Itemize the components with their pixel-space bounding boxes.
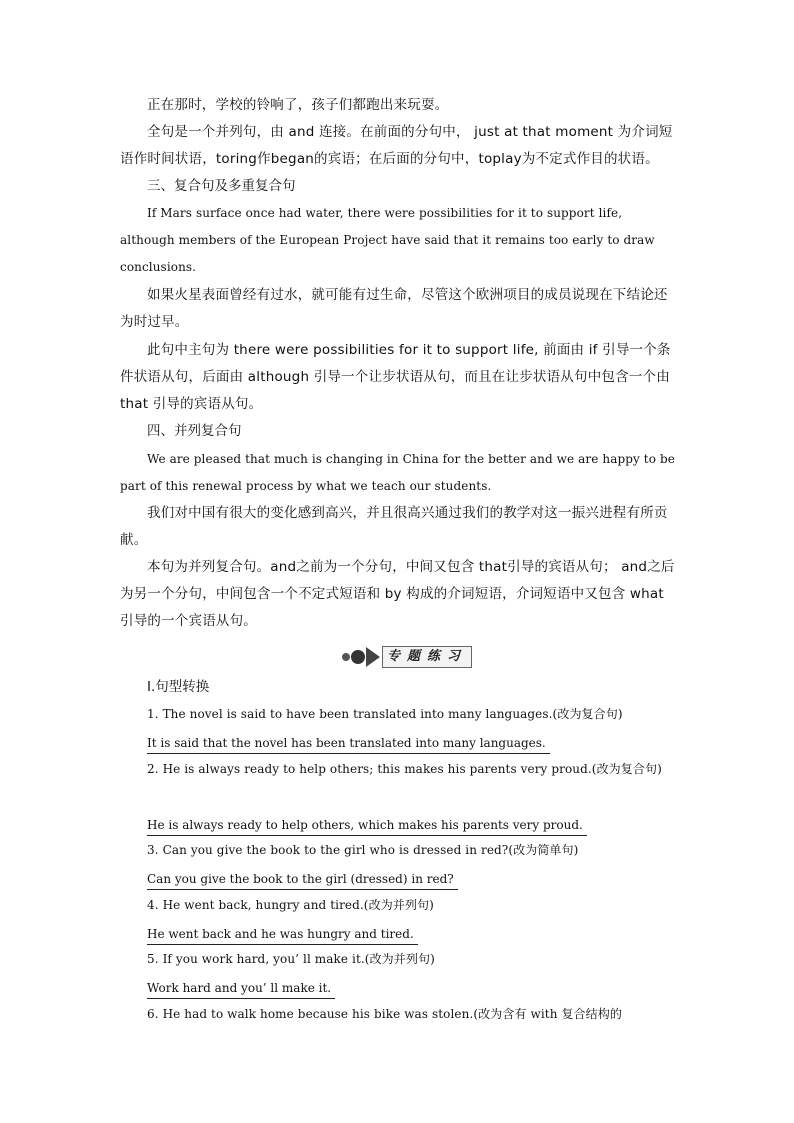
topic-practice-banner <box>338 645 478 667</box>
section-heading-3: 三、复合句及多重复合句 <box>147 178 296 194</box>
exercise-section-title: Ⅰ.句型转换 <box>147 679 210 695</box>
explanation-4: 本句为并列复合句。and之前为一个分句，中间又包含 that引导的宾语从句； and之后为另一个分句，中间包含一个不定式短语和 by 构成的介词短语，介词短语中又包含 what 引导的一个宾语从句。 <box>120 559 675 630</box>
translation-4: 我们对中国有很大的变化感到高兴，并且很高兴通过我们的教学对这一振兴进程有所贡献。 <box>120 505 668 549</box>
answer-1: It is said that the novel has been translated into many languages. <box>147 733 550 754</box>
question-6: 6. He had to walk home because his bike was stolen.(改为含有 with 复合结构的 <box>147 1007 622 1021</box>
explanation-3: 此句中主句为 there were possibilities for it to support life, 前面由 if 引导一个条件状语从句，后面由 although 引导一个让步状语从句，而且在让步状语从句中包含一个由 that 引导的宾语从句。 <box>120 342 671 413</box>
banner-label: 专题练习 <box>382 646 472 668</box>
translation-3: 如果火星表面曾经有过水，就可能有过生命，尽管这个欧洲项目的成员说现在下结论还为时过早。 <box>120 287 668 331</box>
answer-3: Can you give the book to the girl (dressed) in red? <box>147 869 458 890</box>
arrow-right-icon <box>366 647 380 667</box>
translation-1: 正在那时，学校的铃响了，孩子们都跑出来玩耍。 <box>147 97 449 113</box>
example-sentence-4: We are pleased that much is changing in China for the better and we are happy to be part of this renewal process by what we teach our students. <box>120 452 675 494</box>
question-3: 3. Can you give the book to the girl who is dressed in red?(改为简单句) <box>147 843 579 857</box>
answer-4: He went back and he was hungry and tired. <box>147 924 418 945</box>
bullet-circle-icon <box>351 650 365 664</box>
answer-2: He is always ready to help others, which makes his parents very proud. <box>147 815 587 836</box>
section-heading-4: 四、并列复合句 <box>147 423 242 439</box>
question-5: 5. If you work hard, you’ ll make it.(改为并列句) <box>147 952 435 966</box>
question-2: 2. He is always ready to help others; this makes his parents very proud.(改为复合句) <box>147 762 662 776</box>
example-sentence-3: If Mars surface once had water, there were possibilities for it to support life, although members of the European Project have said that it remains too early to draw conclusions. <box>120 206 655 275</box>
bullet-dot-icon <box>342 653 350 661</box>
answer-5: Work hard and you’ ll make it. <box>147 978 335 999</box>
question-4: 4. He went back, hungry and tired.(改为并列句) <box>147 898 434 912</box>
explanation-1: 全句是一个并列句，由 and 连接。在前面的分句中， just at that moment 为介词短语作时间状语，toring作began的宾语；在后面的分句中，toplay为不定式作目的状语。 <box>120 124 673 168</box>
question-1: 1. The novel is said to have been translated into many languages.(改为复合句) <box>147 707 623 721</box>
